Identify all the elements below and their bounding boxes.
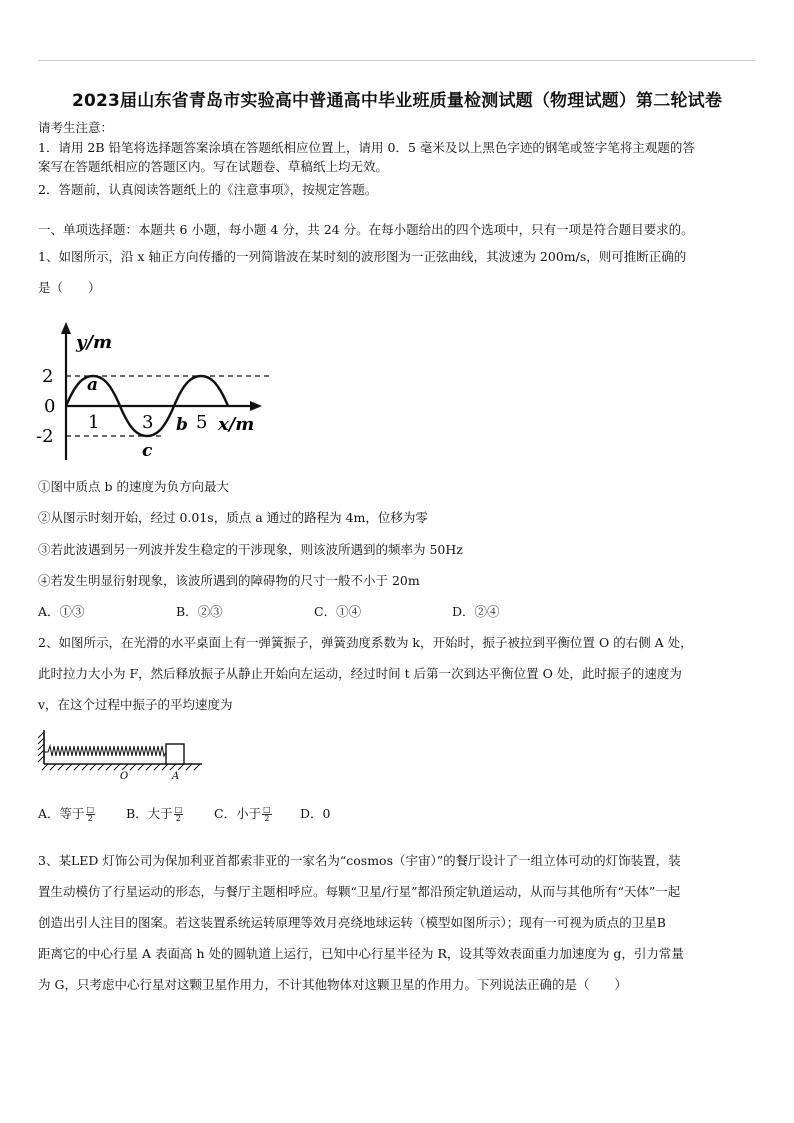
y-axis-label: y/m <box>76 332 113 353</box>
notice-item-1-cont: 案写在答题纸相应的答题区内。写在试题卷、草稿纸上均无效。 <box>38 159 389 174</box>
wall-hatching <box>38 732 44 762</box>
fraction-numerator: □ <box>263 805 271 814</box>
q1-statement-4: ④若发生明显衍射现象，该波所遇到的障碍物的尺寸一般不小于 20m <box>38 573 420 588</box>
q1-statement-2: ②从图示时刻开始，经过 0.01s，质点 a 通过的路程为 4m，位移为零 <box>38 510 428 525</box>
y-tick-2: 2 <box>42 366 54 387</box>
notice-heading: 请考生注意： <box>38 120 114 135</box>
q1-option-d[interactable]: D．②④ <box>452 604 500 619</box>
x-tick-1: 1 <box>88 412 100 433</box>
q2-option-d[interactable] <box>300 805 330 823</box>
y-tick-0: 0 <box>44 396 56 417</box>
q3-line-4: 距离它的中心行星 A 表面高 h 处的圆轨道上运行，已知中心行星半径为 R，设其等效表面重力加速度为 g，引力常量 <box>38 946 684 961</box>
q2-option-a-prefix: A．等于 <box>38 806 85 821</box>
oscillator-block <box>166 744 184 764</box>
fraction-denominator: 2 <box>175 814 182 823</box>
q1-option-c[interactable]: C．①④ <box>314 604 362 619</box>
q1-statement-3: ③若此波遇到另一列波并发生稳定的干涉现象，则该波所遇到的频率为 50Hz <box>38 542 463 557</box>
x-tick-3: 3 <box>142 412 154 433</box>
q1-statement-1: ①图中质点 b 的速度为负方向最大 <box>38 479 229 494</box>
q3-line-5: 为 G，只考虑中心行星对这颗卫星作用力，不计其他物体对这颗卫星的作用力。下列说法正确的是（ ） <box>38 977 627 992</box>
floor-hatching <box>42 764 200 770</box>
point-c-label: c <box>142 441 153 461</box>
notice-item-2: 2．答题前，认真阅读答题纸上的《注意事项》，按规定答题。 <box>38 182 378 197</box>
q2-option-c-prefix: C．小于 <box>214 806 262 821</box>
header-rule <box>38 60 756 61</box>
q3-line-3: 创造出引人注目的图案。若这装置系统运转原理等效月亮绕地球运转（模型如图所示）；现有一可视为质点的卫星B <box>38 915 666 930</box>
label-a: A <box>172 771 180 782</box>
x-axis-arrow-icon <box>250 401 262 411</box>
q2-option-a[interactable] <box>38 805 95 823</box>
fraction-numerator: □ <box>174 805 183 814</box>
fraction-numerator: □ <box>86 805 95 814</box>
q1-option-b[interactable]: B．②③ <box>176 604 223 619</box>
q1-option-a[interactable]: A．①③ <box>38 604 85 619</box>
q2-line-1: 2、如图所示，在光滑的水平桌面上有一弹簧振子，弹簧劲度系数为 k，开始时，振子被拉到平衡位置 O 的右侧 A 处， <box>38 635 693 650</box>
fraction <box>174 806 184 823</box>
y-axis-arrow-icon <box>61 322 71 334</box>
q2-option-b[interactable] <box>126 805 183 823</box>
x-axis-label: x/m <box>218 414 255 435</box>
q1-stem-cont: 是（ ） <box>38 280 101 295</box>
q2-option-d-prefix: D．0 <box>300 806 331 821</box>
point-b-label: b <box>176 415 188 435</box>
label-o: O <box>120 771 129 782</box>
page-title: 2023届山东省青岛市实验高中普通高中毕业班质量检测试题（物理试题）第二轮试卷 <box>71 91 723 111</box>
x-tick-5: 5 <box>196 412 208 433</box>
y-tick-neg2: -2 <box>36 426 54 447</box>
notice-item-1: 1．请用 2B 铅笔将选择题答案涂填在答题纸相应位置上，请用 0．5 毫米及以上黑色字迹的钢笔或签字笔将主观题的答 <box>38 140 695 155</box>
spring <box>44 746 166 756</box>
q2-option-c[interactable] <box>214 805 272 823</box>
q1-stem: 1、如图所示，沿 x 轴正方向传播的一列简谐波在某时刻的波形图为一正弦曲线，其波速为 200m/s，则可推断正确的 <box>38 249 687 264</box>
q2-spring-figure <box>36 726 206 782</box>
q3-line-2: 置生动模仿了行星运动的形态，与餐厅主题相呼应。每颗“卫星/行星”都沿预定轨道运动，从而与其他所有“天体”一起 <box>38 884 681 899</box>
point-a-label: a <box>87 375 99 395</box>
q1-wave-figure <box>34 318 270 468</box>
q2-option-b-prefix: B．大于 <box>126 806 173 821</box>
fraction <box>86 806 96 823</box>
fraction <box>262 806 272 823</box>
q2-line-2: 此时拉力大小为 F，然后释放振子从静止开始向左运动，经过时间 t 后第一次到达平衡位置 O 处，此时振子的速度为 <box>38 666 682 681</box>
q2-line-3: v，在这个过程中振子的平均速度为 <box>38 697 233 712</box>
fraction-denominator: 2 <box>87 814 93 823</box>
q3-line-1: 3、某LED 灯饰公司为保加利亚首都索非亚的一家名为“cosmos（宇宙）”的餐厅设计了一组立体可动的灯饰装置，装 <box>38 853 681 868</box>
fraction-denominator: 2 <box>264 814 270 823</box>
section-header: 一、单项选择题：本题共 6 小题，每小题 4 分，共 24 分。在每小题给出的四个选项中，只有一项是符合题目要求的。 <box>38 222 694 237</box>
